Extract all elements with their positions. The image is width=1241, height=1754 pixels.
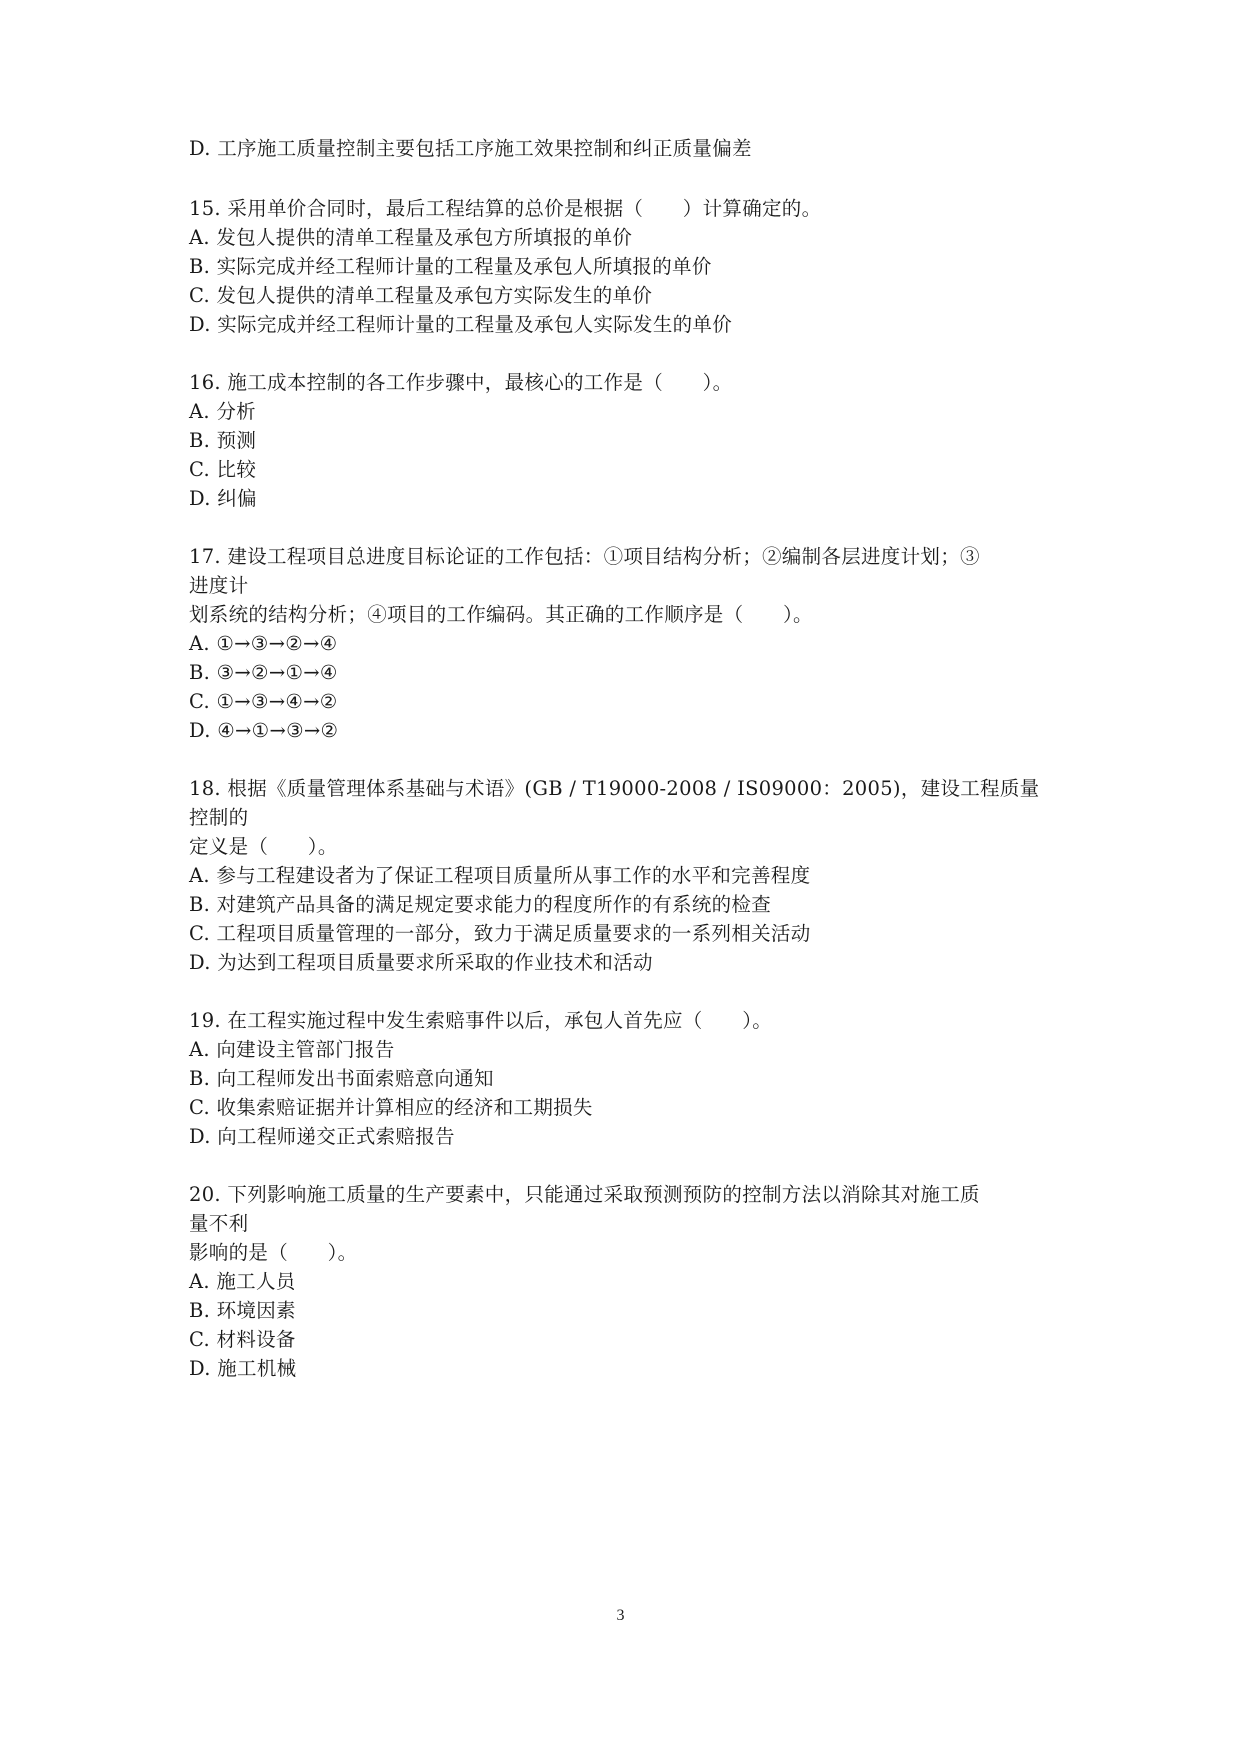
q15-option-d: D. 实际完成并经工程师计量的工程量及承包人实际发生的单价 <box>189 313 733 336</box>
q18-option-b: B. 对建筑产品具备的满足规定要求能力的程度所作的有系统的检查 <box>189 893 772 916</box>
q19-option-b: B. 向工程师发出书面索赔意向通知 <box>189 1067 494 1090</box>
q20-option-d: D. 施工机械 <box>189 1357 297 1380</box>
q20-stem-line1: 20. 下列影响施工质量的生产要素中，只能通过采取预测预防的控制方法以消除其对施工质 <box>189 1183 980 1206</box>
q17-option-c: C. ①→③→④→② <box>189 690 338 713</box>
q19-option-a: A. 向建设主管部门报告 <box>189 1038 395 1061</box>
q15-option-b: B. 实际完成并经工程师计量的工程量及承包人所填报的单价 <box>189 255 712 278</box>
q20-stem-line2: 量不利 <box>189 1212 249 1235</box>
q20-stem-line3: 影响的是（ ）。 <box>189 1241 358 1264</box>
page-number: 3 <box>616 1607 625 1624</box>
q17-option-d: D. ④→①→③→② <box>189 719 339 742</box>
q17-stem-line2: 进度计 <box>189 574 249 597</box>
q18-option-d: D. 为达到工程项目质量要求所采取的作业技术和活动 <box>189 951 653 974</box>
q19-option-c: C. 收集索赔证据并计算相应的经济和工期损失 <box>189 1096 593 1119</box>
q14-option-d: D. 工序施工质量控制主要包括工序施工效果控制和纠正质量偏差 <box>189 137 752 160</box>
q16-option-d: D. 纠偏 <box>189 487 257 510</box>
q18-option-c: C. 工程项目质量管理的一部分，致力于满足质量要求的一系列相关活动 <box>189 922 811 945</box>
q18-stem-line2: 控制的 <box>189 806 249 829</box>
q20-option-c: C. 材料设备 <box>189 1328 296 1351</box>
q20-option-a: A. 施工人员 <box>189 1270 296 1293</box>
q18-option-a: A. 参与工程建设者为了保证工程项目质量所从事工作的水平和完善程度 <box>189 864 811 887</box>
q20-option-b: B. 环境因素 <box>189 1299 296 1322</box>
q15-option-c: C. 发包人提供的清单工程量及承包方实际发生的单价 <box>189 284 653 307</box>
q18-stem-line3: 定义是（ ）。 <box>189 835 338 858</box>
q19-option-d: D. 向工程师递交正式索赔报告 <box>189 1125 455 1148</box>
q16-option-a: A. 分析 <box>189 400 256 423</box>
q15-stem: 15. 采用单价合同时，最后工程结算的总价是根据（ ）计算确定的。 <box>189 197 822 220</box>
q17-option-a: A. ①→③→②→④ <box>189 632 338 655</box>
q17-option-b: B. ③→②→①→④ <box>189 661 338 684</box>
q17-stem-line3: 划系统的结构分析；④项目的工作编码。其正确的工作顺序是（ ）。 <box>189 603 813 626</box>
q17-stem-line1: 17. 建设工程项目总进度目标论证的工作包括：①项目结构分析；②编制各层进度计划；③ <box>189 545 980 568</box>
q16-option-b: B. 预测 <box>189 429 257 452</box>
q19-stem: 19. 在工程实施过程中发生索赔事件以后，承包人首先应（ ）。 <box>189 1009 773 1032</box>
q15-option-a: A. 发包人提供的清单工程量及承包方所填报的单价 <box>189 226 633 249</box>
q16-option-c: C. 比较 <box>189 458 257 481</box>
q18-stem-line1: 18. 根据《质量管理体系基础与术语》(GB / T19000-2008 / IS09000：2005)，建设工程质量 <box>189 777 1040 800</box>
q16-stem: 16. 施工成本控制的各工作步骤中，最核心的工作是（ ）。 <box>189 371 733 394</box>
